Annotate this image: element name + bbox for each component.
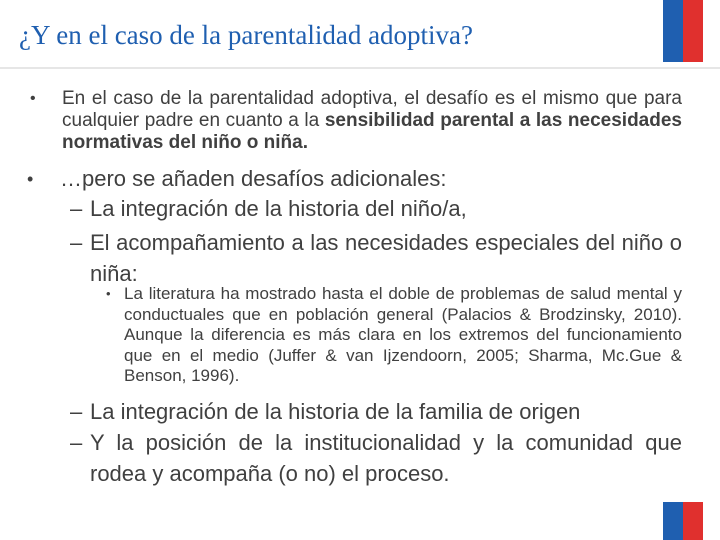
bullet-dot-icon: • xyxy=(27,169,34,189)
dash-icon: – xyxy=(70,399,83,424)
bullet-text-regular: En el caso de la parentalidad adoptiva, el desafío es el mismo que para cualquier padre en cuanto a la xyxy=(62,88,682,131)
bullet-item-2 xyxy=(27,165,680,193)
dash-text: La integración de la historia de la familia de origen xyxy=(90,399,581,424)
bullet-dot-icon: • xyxy=(30,90,36,107)
dash-icon: – xyxy=(70,230,83,255)
dash-text: La integración de la historia del niño/a, xyxy=(90,196,467,221)
bullet-item-1 xyxy=(30,88,682,154)
dash-item-3 xyxy=(70,396,682,427)
dash-text: El acompañamiento a las necesidades especiales del niño o niña: xyxy=(90,230,682,286)
flag-blue-stripe xyxy=(663,502,683,540)
bullet-text xyxy=(62,88,682,154)
bullet-text-bold: sensibilidad parental a las necesidades normativas del niño o niña. xyxy=(62,110,682,153)
dash-text: Y la posición de la institucionalidad y la comunidad que rodea y acompaña (o no) el proceso. xyxy=(90,430,682,486)
sub-bullet-item xyxy=(106,284,682,387)
slide-title: ¿Y en el caso de la parentalidad adoptiva? xyxy=(19,20,474,50)
dash-item-2 xyxy=(70,227,682,289)
dash-icon: – xyxy=(70,196,83,221)
flag-decoration-bottom xyxy=(663,502,703,540)
sub-bullet-text: La literatura ha mostrado hasta el doble de problemas de salud mental y conductuales que en población general (Palacios & Brodzinsky, 2010). Aunque la diferencia es más clara en los extremos del funcionamiento que en el medio (Juffer & van Ijzendoorn, 2005; Sharma, Mc.Gue & Benson, 1996). xyxy=(124,284,682,385)
dash-item-4 xyxy=(70,427,682,489)
flag-decoration-top xyxy=(663,0,703,62)
dash-icon: – xyxy=(70,430,83,455)
flag-red-stripe xyxy=(683,0,703,62)
title-divider xyxy=(0,67,720,69)
bullet-text: …pero se añaden desafíos adicionales: xyxy=(60,166,447,191)
flag-blue-stripe xyxy=(663,0,683,62)
flag-red-stripe xyxy=(683,502,703,540)
bullet-dot-icon: • xyxy=(106,286,111,301)
dash-item-1 xyxy=(70,193,682,224)
